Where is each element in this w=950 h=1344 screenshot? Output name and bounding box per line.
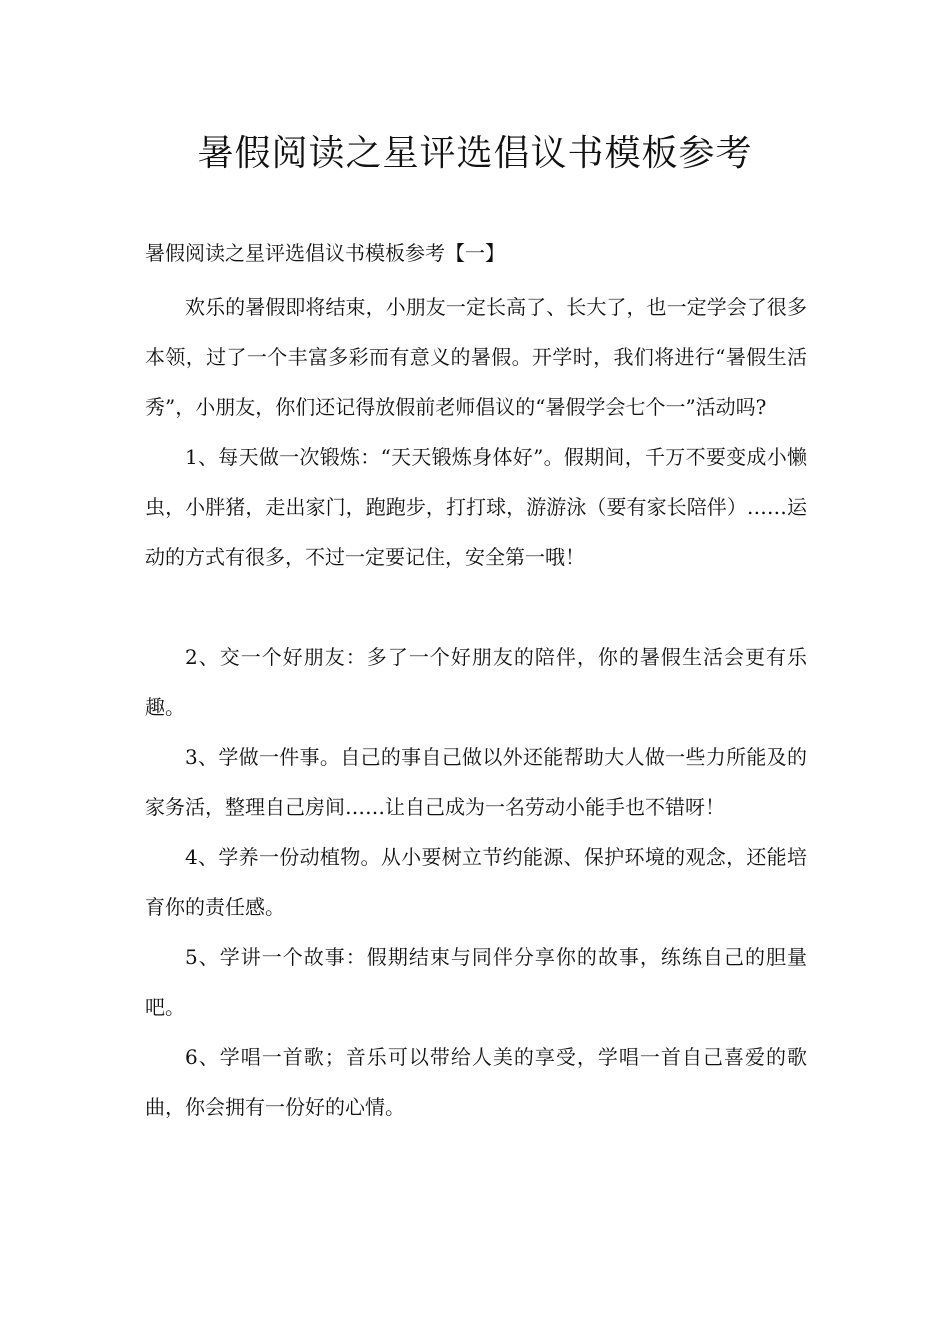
intro-paragraph: 欢乐的暑假即将结束，小朋友一定长高了、长大了，也一定学会了很多本领，过了一个丰富多彩而有意义的暑假。开学时，我们将进行“暑假生活秀”，小朋友，你们还记得放假前老师倡议的“暑假学会七个一”活动吗?: [145, 295, 807, 419]
document-body: [145, 232, 807, 1132]
item-1-paragraph: 1、每天做一次锻炼：“天天锻炼身体好”。假期间，千万不要变成小懒虫，小胖猪，走出家门，跑跑步，打打球，游游泳（要有家长陪伴）……运动的方式有很多，不过一定要记住，安全第一哦！: [145, 445, 807, 569]
item-3-paragraph: 3、学做一件事。自己的事自己做以外还能帮助大人做一些力所能及的家务活，整理自己房间……让自己成为一名劳动小能手也不错呀！: [145, 745, 807, 819]
item-5-paragraph: 5、学讲一个故事：假期结束与同伴分享你的故事，练练自己的胆量吧。: [145, 945, 807, 1019]
document-title: 暑假阅读之星评选倡议书模板参考: [197, 133, 753, 174]
paragraph-gap: [145, 582, 807, 632]
item-6-paragraph: 6、学唱一首歌；音乐可以带给人美的享受，学唱一首自己喜爱的歌曲，你会拥有一份好的心情。: [145, 1045, 807, 1119]
section-heading: 暑假阅读之星评选倡议书模板参考【一】: [145, 241, 505, 265]
item-4-paragraph: 4、学养一份动植物。从小要树立节约能源、保护环境的观念，还能培育你的责任感。: [145, 845, 807, 919]
item-2-paragraph: 2、交一个好朋友：多了一个好朋友的陪伴，你的暑假生活会更有乐趣。: [145, 645, 807, 719]
